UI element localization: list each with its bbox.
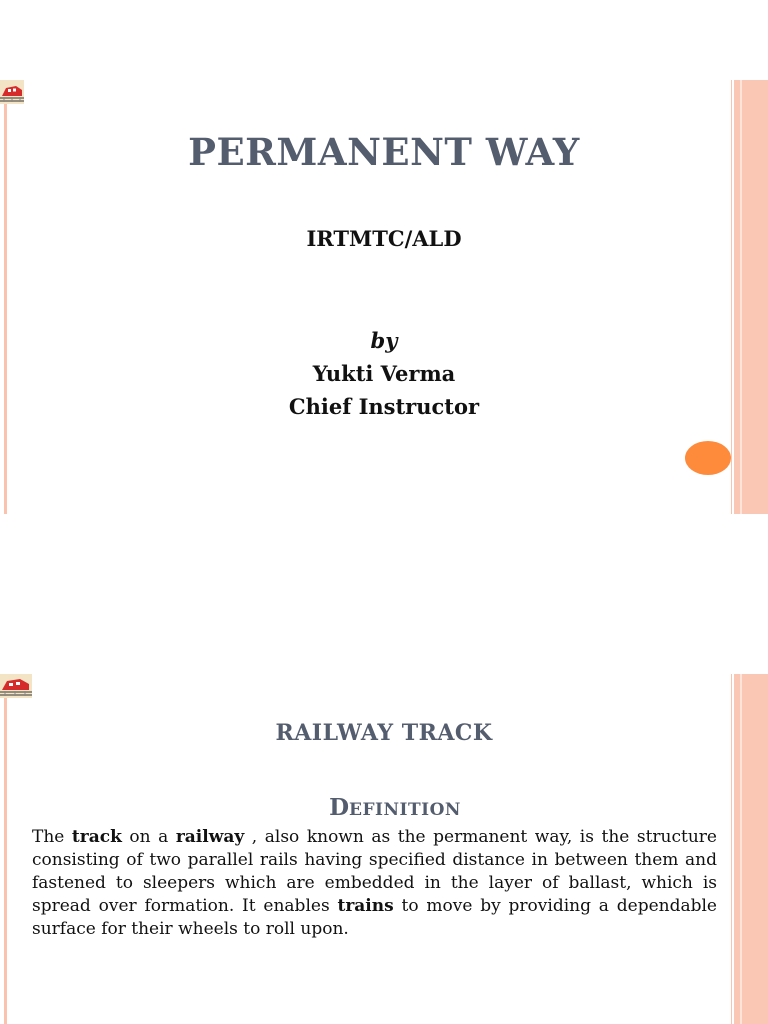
- author-by-label: by: [370, 328, 398, 353]
- slide-title: [0, 80, 768, 514]
- author-role: Chief Instructor: [288, 394, 480, 419]
- orange-accent-dot: [685, 441, 731, 475]
- definition-heading-rest: EFINITION: [349, 800, 461, 820]
- body-text-run: on a: [121, 827, 176, 847]
- slide-subtitle: IRTMTC/ALD: [306, 226, 462, 251]
- definition-paragraph: [32, 826, 717, 941]
- body-text-run: to move by providing a dependable surface for their wheels to roll upon.: [32, 896, 717, 939]
- body-bold-term: track: [71, 827, 122, 847]
- slide-railway-track: [0, 674, 768, 1024]
- definition-heading-initial: D: [329, 794, 350, 821]
- train-logo-icon: [0, 80, 24, 104]
- body-bold-term: railway: [175, 827, 245, 847]
- train-logo-icon: [0, 674, 32, 698]
- slide-title-heading: PERMANENT WAY: [188, 130, 580, 174]
- body-bold-term: trains: [337, 896, 394, 916]
- author-block: [0, 324, 768, 423]
- author-name: Yukti Verma: [312, 361, 456, 386]
- slide-title-heading: RAILWAY TRACK: [275, 720, 493, 746]
- body-text-run: , also known as the permanent way, is the structure consisting of two parallel rails having specified distance in between them and fastened to sleepers which are embedded in the layer of ballast, which is spread over formation. It enables: [32, 827, 717, 916]
- definition-heading: [0, 794, 768, 821]
- body-text-run: The: [32, 827, 72, 847]
